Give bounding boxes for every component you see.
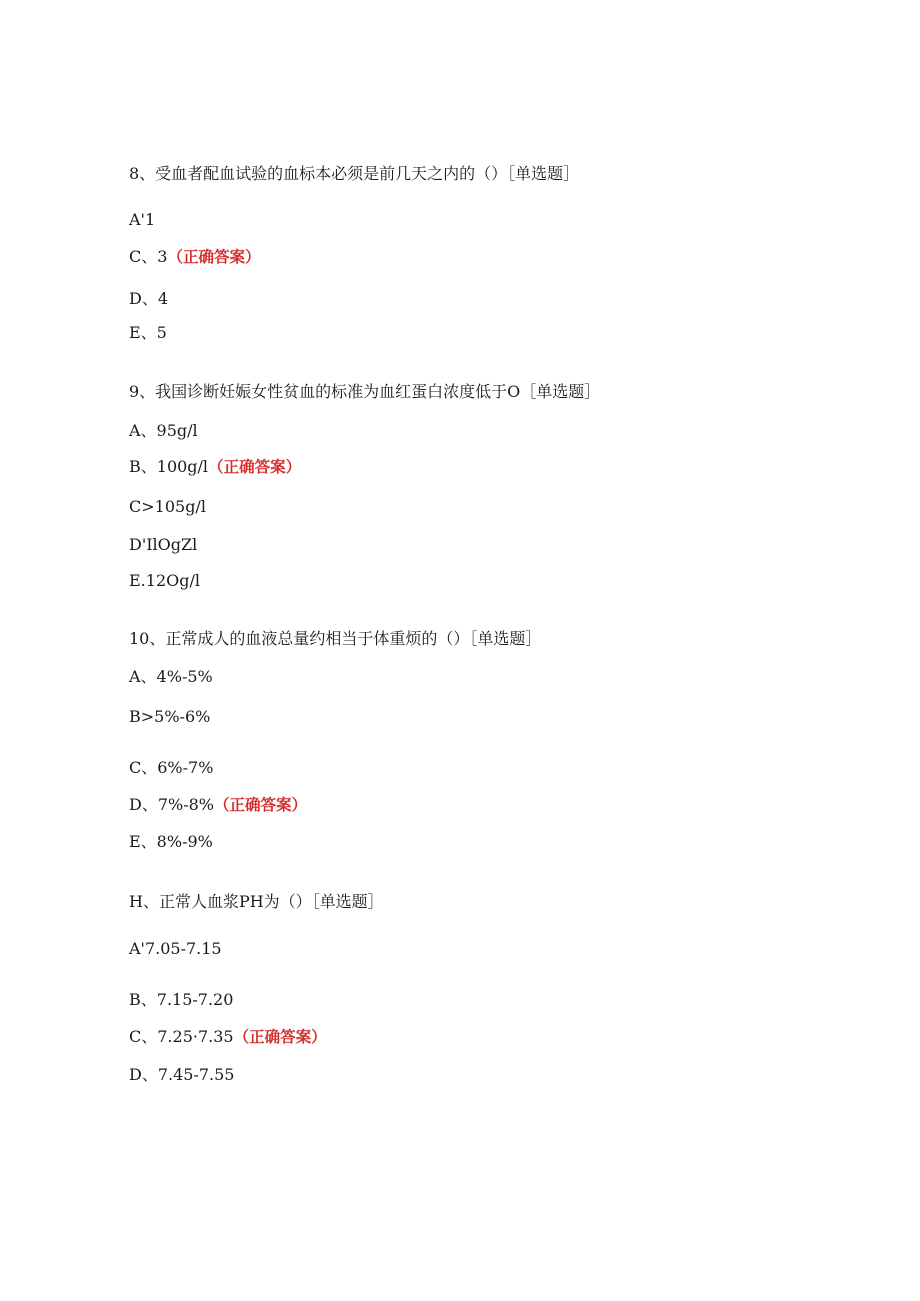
question-10-option-b <box>129 707 210 727</box>
question-9-option-c <box>129 497 206 517</box>
question-9-stem: 9、我国诊断妊娠女性贫血的标准为血红蛋白浓度低于O［单选题］ <box>129 382 601 401</box>
question-10-stem: 10、正常成人的血液总量约相当于体重烦的（）［单选题］ <box>129 629 542 648</box>
option-text: C、3 <box>129 247 168 266</box>
option-text: B>5%-6% <box>129 707 211 726</box>
question-9-option-e <box>129 571 200 591</box>
option-text: E、5 <box>129 323 167 342</box>
option-text: D、7.45-7.55 <box>129 1065 235 1084</box>
option-text: D'IlOgZl <box>129 535 198 554</box>
question-11-stem: H、正常人血浆PH为（）［单选题］ <box>129 892 384 911</box>
option-text: D、7%-8% <box>129 795 215 814</box>
question-9-option-a <box>129 421 198 441</box>
option-text: B、7.15-7.20 <box>129 990 234 1009</box>
option-text: D、4 <box>129 289 169 308</box>
correct-answer-mark: （正确答案） <box>214 796 308 814</box>
question-11-option-a <box>129 939 222 959</box>
question-10-option-d <box>129 795 307 815</box>
option-text: E.12Og/l <box>129 571 200 590</box>
option-text: C、6%-7% <box>129 758 214 777</box>
option-text: A'7.05-7.15 <box>129 939 222 958</box>
option-text: C>105g/l <box>129 497 206 516</box>
question-11-option-d <box>129 1065 235 1085</box>
option-text: A、4%-5% <box>129 667 213 686</box>
question-8-option-d <box>129 289 168 309</box>
correct-answer-mark: （正确答案） <box>233 1028 327 1046</box>
question-8-option-e <box>129 323 167 343</box>
question-8-stem: 8、受血者配血试验的血标本必须是前几天之内的（）［单选题］ <box>129 164 580 183</box>
option-text: A、95g/l <box>129 421 198 440</box>
question-8-option-c <box>129 247 260 267</box>
question-10-option-c <box>129 758 213 778</box>
option-text: C、7.25·7.35 <box>129 1027 234 1046</box>
option-text: E、8%-9% <box>129 832 213 851</box>
question-9-option-d <box>129 535 197 555</box>
option-text: B、100g/l <box>129 457 209 476</box>
correct-answer-mark: （正确答案） <box>208 458 302 476</box>
question-11-option-c <box>129 1027 327 1047</box>
option-text: A'1 <box>129 210 156 229</box>
question-11-option-b <box>129 990 233 1010</box>
question-9-option-b <box>129 457 301 477</box>
correct-answer-mark: （正确答案） <box>167 248 261 266</box>
question-8-option-a <box>129 210 155 230</box>
question-10-option-e <box>129 832 213 852</box>
question-10-option-a <box>129 667 213 687</box>
